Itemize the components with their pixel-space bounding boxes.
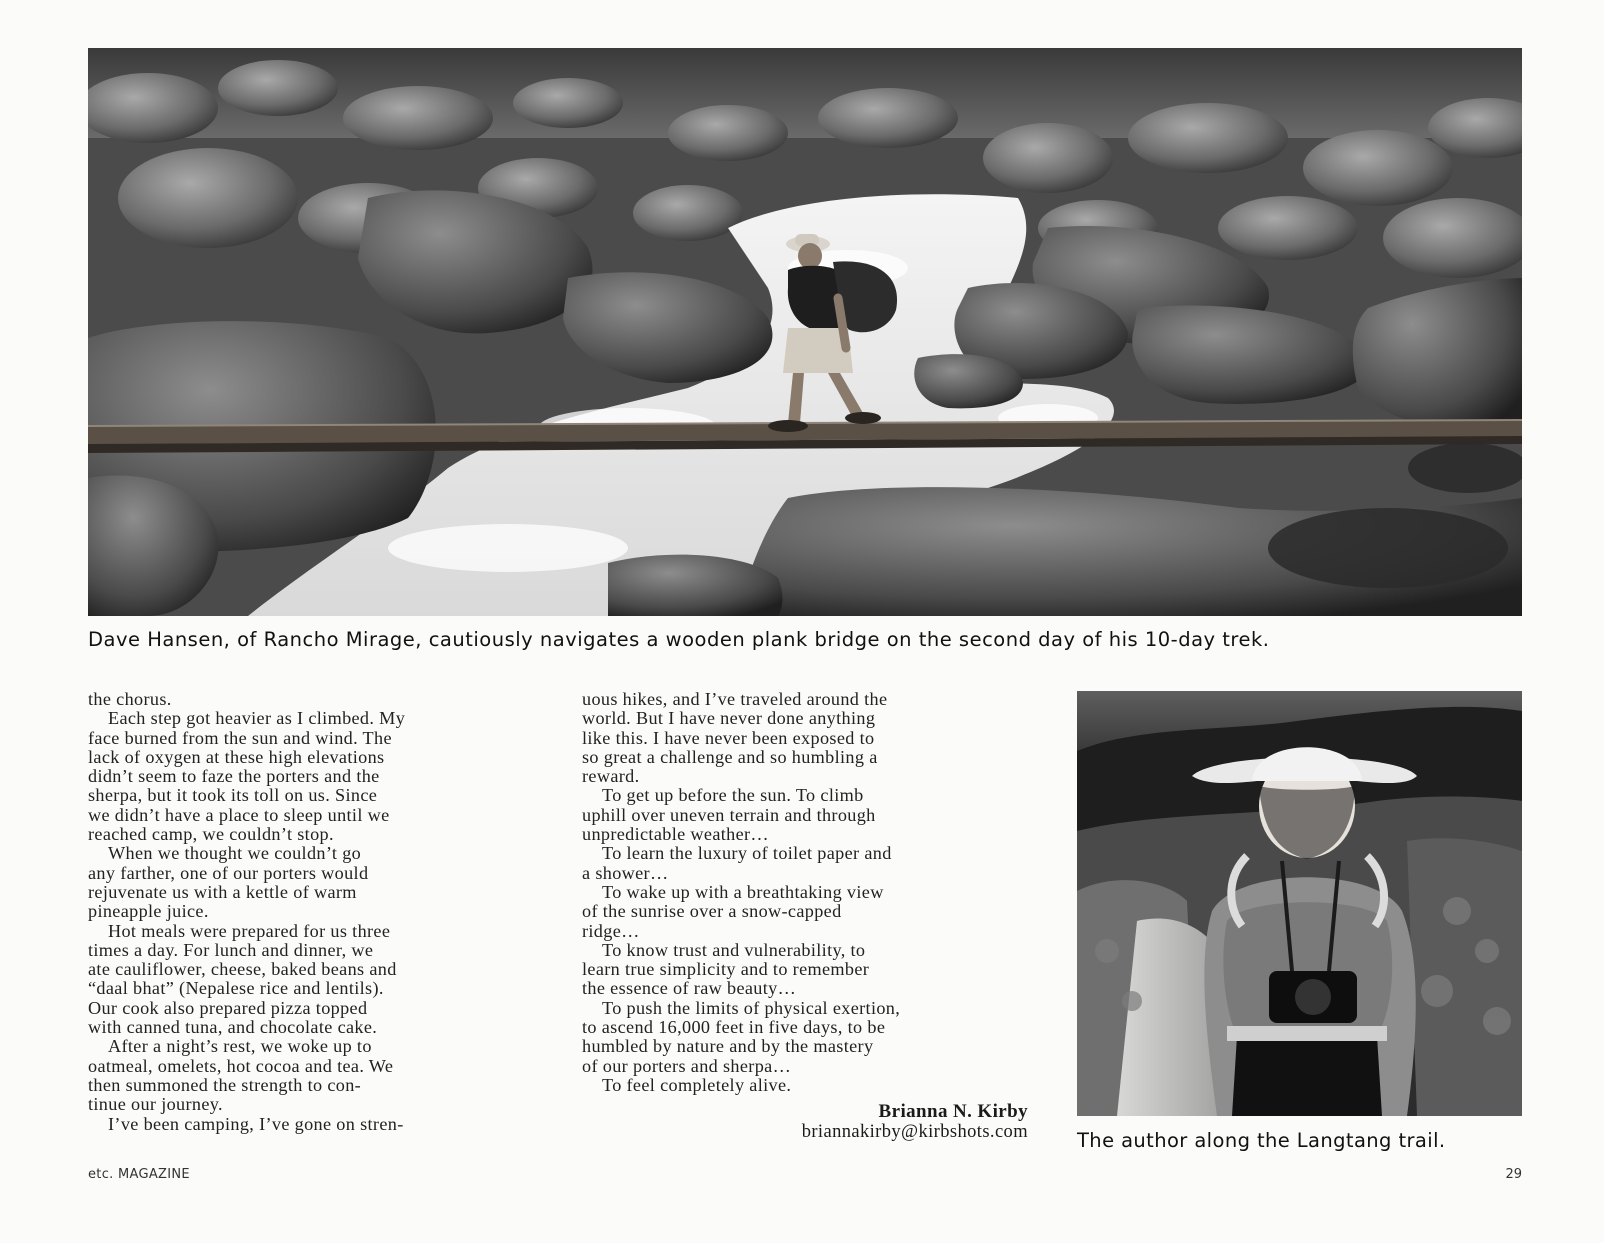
portrait-photo-caption: The author along the Langtang trail.: [1077, 1129, 1446, 1152]
article-line: To push the limits of physical exertion,: [602, 997, 901, 1018]
article-line: then summoned the strength to con-: [88, 1074, 362, 1095]
article-line: a shower…: [582, 862, 669, 883]
article-line: uphill over uneven terrain and through: [582, 804, 876, 825]
author-name: Brianna N. Kirby: [878, 1101, 1028, 1122]
article-line: Each step got heavier as I climbed. My: [108, 708, 406, 729]
article-line: the essence of raw beauty…: [582, 978, 797, 999]
article-line: of the sunrise over a snow-capped: [582, 901, 842, 922]
article-line: “daal bhat” (Nepalese rice and lentils).: [88, 978, 384, 999]
portrait-photo-illustration: [1077, 691, 1522, 1116]
article-line: the chorus.: [88, 689, 172, 709]
article-line: To wake up with a breathtaking view: [602, 881, 884, 902]
article-line: reached camp, we couldn’t stop.: [88, 824, 334, 845]
article-line: rejuvenate us with a kettle of warm: [88, 881, 357, 902]
article-column-1: [88, 690, 538, 1134]
portrait-photo: [1077, 691, 1522, 1116]
article-line: I’ve been camping, I’ve gone on stren-: [108, 1113, 404, 1134]
article-line: learn true simplicity and to remember: [582, 959, 870, 980]
article-line: so great a challenge and so humbling a: [582, 746, 878, 767]
article-line: face burned from the sun and wind. The: [88, 727, 392, 748]
article-line: unpredictable weather…: [582, 824, 769, 845]
page-number: 29: [1505, 1167, 1522, 1182]
article-column-2: [582, 690, 1037, 1095]
article-line: ate cauliflower, cheese, baked beans and: [88, 959, 397, 980]
article-line: After a night’s rest, we woke up to: [108, 1036, 372, 1057]
article-line: To get up before the sun. To climb: [602, 785, 864, 806]
article-line: tinue our journey.: [88, 1094, 223, 1115]
article-line: uous hikes, and I’ve traveled around the: [582, 689, 888, 709]
article-line: we didn’t have a place to sleep until we: [88, 804, 390, 825]
article-line: To learn the luxury of toilet paper and: [602, 843, 892, 864]
article-line: To feel completely alive.: [602, 1074, 792, 1095]
article-line: any farther, one of our porters would: [88, 862, 369, 883]
article-line: world. But I have never done anything: [582, 708, 876, 729]
article-line: Our cook also prepared pizza topped: [88, 997, 368, 1018]
article-line: with canned tuna, and chocolate cake.: [88, 1017, 378, 1038]
article-line: reward.: [582, 766, 640, 787]
article-line: of our porters and sherpa…: [582, 1055, 792, 1076]
author-email-link[interactable]: briannakirby@kirbshots.com: [801, 1122, 1028, 1142]
article-line: to ascend 16,000 feet in five days, to be: [582, 1017, 886, 1038]
hero-photo-caption: Dave Hansen, of Rancho Mirage, cautiously navigates a wooden plank bridge on the second day of his 10-day trek.: [88, 628, 1270, 651]
hero-photo-illustration: [88, 48, 1522, 616]
hero-photo: [88, 48, 1522, 616]
article-line: lack of oxygen at these high elevations: [88, 746, 385, 767]
publication-name: etc. MAGAZINE: [88, 1167, 190, 1182]
article-line: like this. I have never been exposed to: [582, 727, 875, 748]
article-line: didn’t seem to faze the porters and the: [88, 766, 380, 787]
article-line: ridge…: [582, 920, 640, 941]
article-line: oatmeal, omelets, hot cocoa and tea. We: [88, 1055, 394, 1076]
article-line: sherpa, but it took its toll on us. Since: [88, 785, 378, 806]
article-line: When we thought we couldn’t go: [108, 843, 362, 864]
article-line: pineapple juice.: [88, 901, 209, 922]
article-line: Hot meals were prepared for us three: [108, 920, 391, 941]
article-line: times a day. For lunch and dinner, we: [88, 939, 374, 960]
article-line: humbled by nature and by the mastery: [582, 1036, 874, 1057]
article-line: To know trust and vulnerability, to: [602, 939, 866, 960]
